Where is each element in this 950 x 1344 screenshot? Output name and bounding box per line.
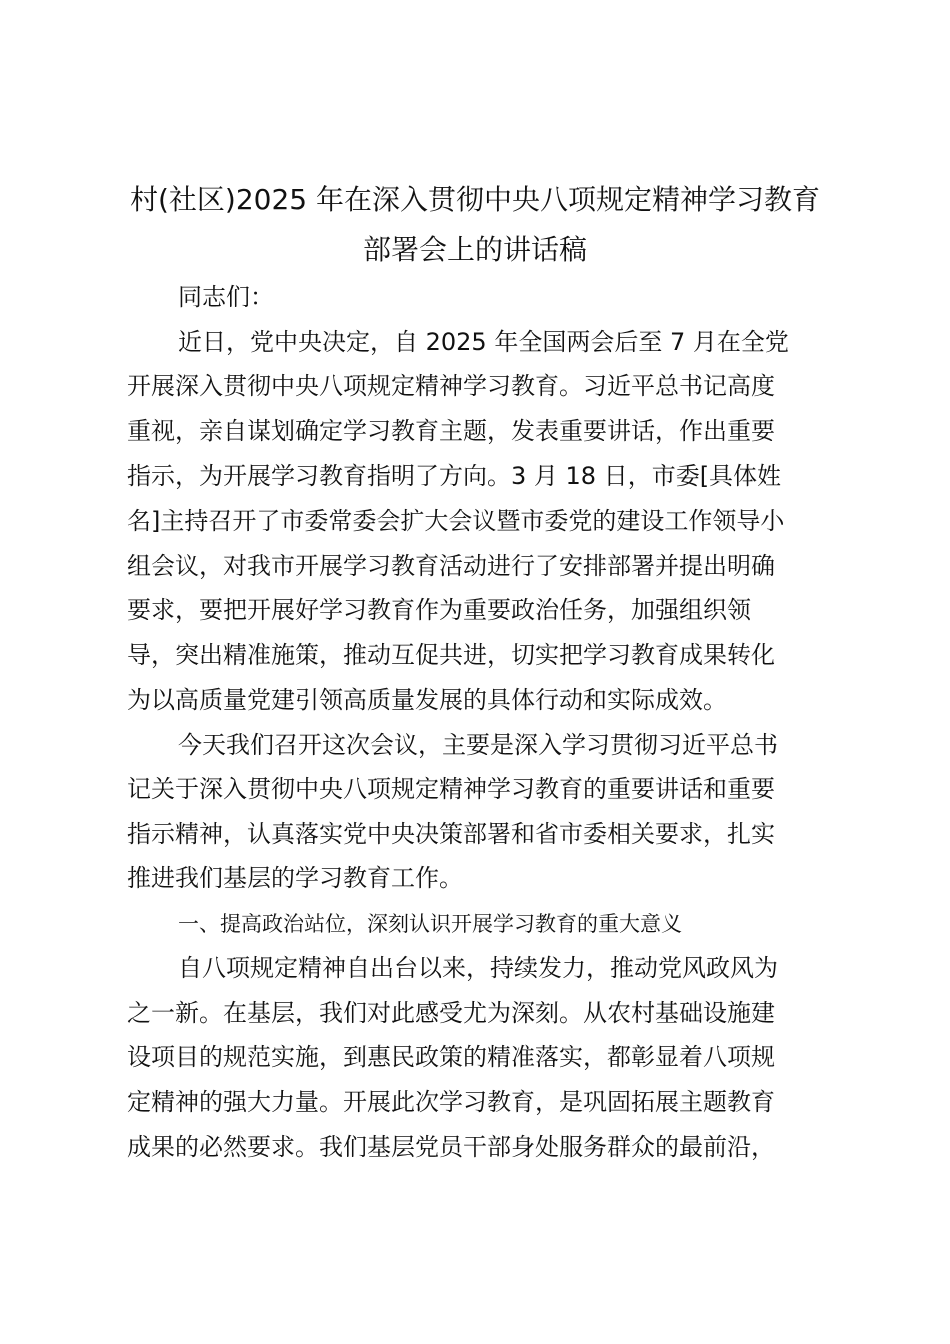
document-title-line-1: 村(社区)2025 年在深入贯彻中央八项规定精神学习教育 [129, 183, 820, 216]
paragraph-line: 为以高质量党建引领高质量发展的具体行动和实际成效。 [127, 686, 727, 714]
paragraph-line: 推进我们基层的学习教育工作。 [127, 864, 463, 892]
paragraph-line: 重视，亲自谋划确定学习教育主题，发表重要讲话，作出重要 [127, 417, 775, 445]
paragraph-line: 名]主持召开了市委常委会扩大会议暨市委党的建设工作领导小 [127, 507, 785, 535]
paragraph-line: 导，突出精准施策，推动互促共进，切实把学习教育成果转化 [127, 641, 775, 669]
salutation: 同志们： [178, 283, 274, 311]
paragraph-line: 成果的必然要求。我们基层党员干部身处服务群众的最前沿， [127, 1133, 775, 1161]
paragraph-line: 开展深入贯彻中央八项规定精神学习教育。习近平总书记高度 [127, 372, 775, 400]
paragraph-line: 指示，为开展学习教育指明了方向。3 月 18 日，市委[具体姓 [127, 462, 782, 490]
paragraph-line: 自八项规定精神自出台以来，持续发力，推动党风政风为 [178, 954, 778, 982]
paragraph-line: 要求，要把开展好学习教育作为重要政治任务，加强组织领 [127, 596, 751, 624]
paragraph-line: 定精神的强大力量。开展此次学习教育，是巩固拓展主题教育 [127, 1088, 775, 1116]
paragraph-line: 记关于深入贯彻中央八项规定精神学习教育的重要讲话和重要 [127, 775, 775, 803]
paragraph-line: 今天我们召开这次会议，主要是深入学习贯彻习近平总书 [178, 731, 778, 759]
paragraph-line: 近日，党中央决定，自 2025 年全国两会后至 7 月在全党 [178, 328, 789, 356]
paragraph-line: 之一新。在基层，我们对此感受尤为深刻。从农村基础设施建 [127, 999, 775, 1027]
paragraph-line: 设项目的规范实施，到惠民政策的精准落实，都彰显着八项规 [127, 1043, 775, 1071]
document-title-line-2: 部署会上的讲话稿 [362, 233, 587, 266]
paragraph-line: 指示精神，认真落实党中央决策部署和省市委相关要求，扎实 [127, 820, 775, 848]
paragraph-line: 组会议，对我市开展学习教育活动进行了安排部署并提出明确 [127, 552, 775, 580]
section-heading: 一、提高政治站位，深刻认识开展学习教育的重大意义 [178, 912, 682, 936]
